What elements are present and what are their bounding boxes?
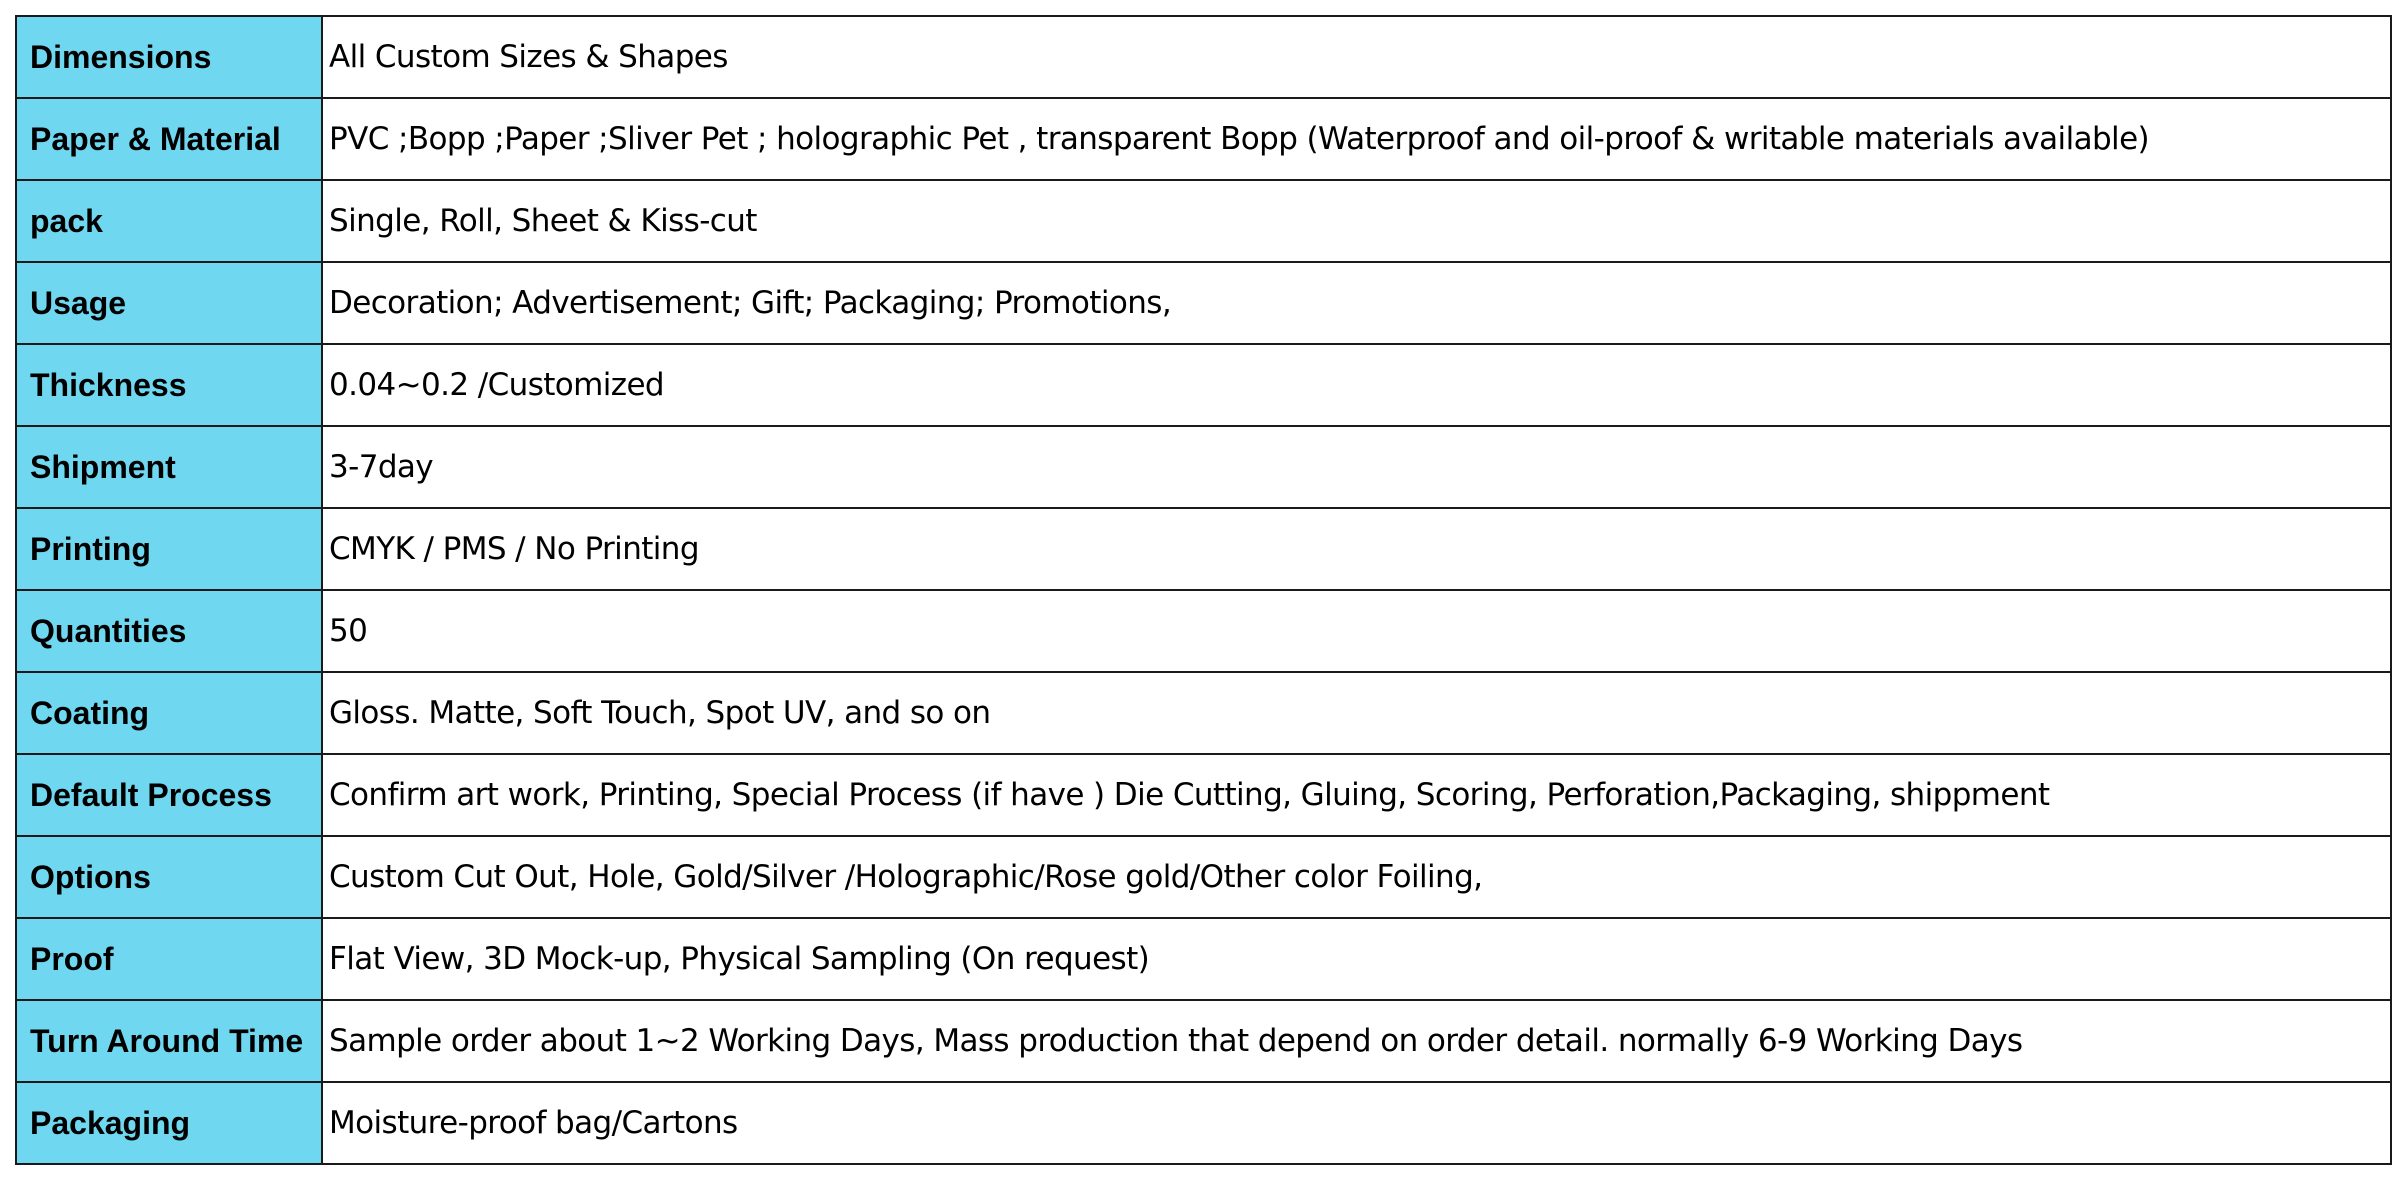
table-row — [16, 918, 2391, 1000]
row-value: CMYK / PMS / No Printing — [322, 508, 2391, 590]
table-row — [16, 262, 2391, 344]
table-row — [16, 180, 2391, 262]
row-label: Proof — [16, 918, 322, 1000]
row-value: Single, Roll, Sheet & Kiss-cut — [322, 180, 2391, 262]
table-row — [16, 836, 2391, 918]
row-label: Turn Around Time — [16, 1000, 322, 1082]
row-label: Dimensions — [16, 16, 322, 98]
row-value: Confirm art work, Printing, Special Process (if have ) Die Cutting, Gluing, Scoring, Perforation,Packaging, shippment — [322, 754, 2391, 836]
row-value: Flat View, 3D Mock-up, Physical Sampling (On request) — [322, 918, 2391, 1000]
table-row — [16, 672, 2391, 754]
table-row — [16, 508, 2391, 590]
row-label: pack — [16, 180, 322, 262]
row-value: Decoration; Advertisement; Gift; Packaging; Promotions, — [322, 262, 2391, 344]
table-row — [16, 590, 2391, 672]
row-label: Default Process — [16, 754, 322, 836]
row-value: 50 — [322, 590, 2391, 672]
row-value: Moisture-proof bag/Cartons — [322, 1082, 2391, 1164]
row-value: All Custom Sizes & Shapes — [322, 16, 2391, 98]
table-row — [16, 98, 2391, 180]
row-value: Gloss. Matte, Soft Touch, Spot UV, and so on — [322, 672, 2391, 754]
row-value: Sample order about 1~2 Working Days, Mass production that depend on order detail. normally 6-9 Working Days — [322, 1000, 2391, 1082]
table-row — [16, 344, 2391, 426]
row-label: Options — [16, 836, 322, 918]
row-label: Thickness — [16, 344, 322, 426]
table-row — [16, 426, 2391, 508]
row-label: Coating — [16, 672, 322, 754]
row-value: Custom Cut Out, Hole, Gold/Silver /Holographic/Rose gold/Other color Foiling, — [322, 836, 2391, 918]
row-label: Usage — [16, 262, 322, 344]
table-row — [16, 1000, 2391, 1082]
table-row — [16, 1082, 2391, 1164]
table-row — [16, 754, 2391, 836]
row-label: Paper & Material — [16, 98, 322, 180]
specification-rows — [16, 16, 2391, 1164]
row-label: Packaging — [16, 1082, 322, 1164]
row-value: 0.04~0.2 /Customized — [322, 344, 2391, 426]
row-label: Quantities — [16, 590, 322, 672]
row-value: PVC ;Bopp ;Paper ;Sliver Pet ; holographic Pet , transparent Bopp (Waterproof and oil-proof & writable materials available) — [322, 98, 2391, 180]
table-row — [16, 16, 2391, 98]
row-value: 3-7day — [322, 426, 2391, 508]
row-label: Printing — [16, 508, 322, 590]
specification-table — [15, 15, 2392, 1165]
row-label: Shipment — [16, 426, 322, 508]
